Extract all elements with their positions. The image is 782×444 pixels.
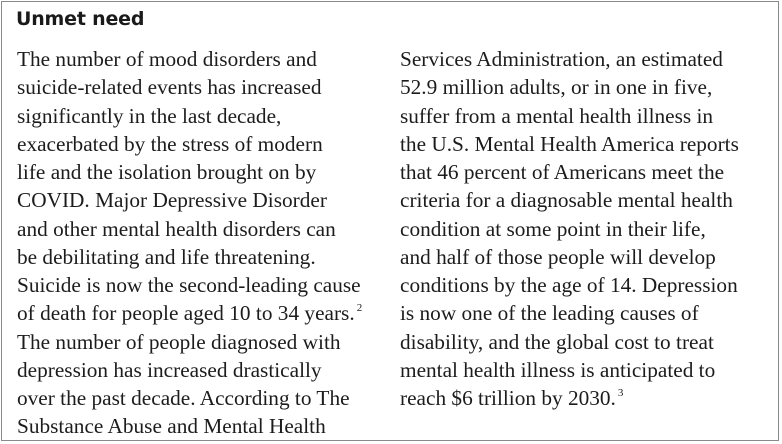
text-line: Substance Abuse and Mental Health [17, 414, 326, 439]
text-line: conditions by the age of 14. Depression [400, 273, 738, 297]
text-line: the U.S. Mental Health America reports [400, 131, 739, 156]
text-line-with-footnote [400, 384, 739, 412]
text-line: that 46 percent of Americans meet the [400, 160, 725, 184]
text-line: and other mental health disorders can [17, 216, 336, 241]
left-column [17, 45, 362, 441]
text-line: life and the isolation brought on by [17, 160, 317, 184]
text-line: suicide-related events has increased [17, 75, 322, 100]
footnote-marker: 3 [617, 387, 624, 399]
text-line: mental health illness is anticipated to [400, 357, 716, 382]
text-line: and half of those people will develop [400, 244, 716, 269]
text-line: reach $6 trillion by 2030. [400, 386, 616, 410]
text-line: be debilitating and life threatening. [17, 244, 316, 269]
text-line: depression has increased drastically [17, 357, 322, 382]
text-line: COVID. Major Depressive Disorder [17, 188, 327, 213]
text-line: Services Administration, an estimated [400, 47, 723, 71]
text-line: disability, and the global cost to treat [400, 329, 714, 354]
footnote-marker: 2 [356, 302, 363, 315]
text-line: criteria for a diagnosable mental health [400, 188, 733, 213]
text-line: significantly in the last decade, [17, 103, 282, 128]
text-line: condition at some point in their life, [400, 216, 706, 241]
text-line: 52.9 million adults, or in one in five, [400, 75, 713, 100]
text-line: over the past decade. According to The [17, 386, 350, 410]
text-line: exacerbated by the stress of modern [17, 131, 323, 156]
section-heading: Unmet need [16, 8, 145, 30]
text-line: of death for people aged 10 to 34 years. [17, 301, 355, 326]
text-line-with-footnote [17, 299, 362, 327]
info-box [1, 1, 779, 441]
text-line: The number of mood disorders and [17, 47, 317, 71]
text-line: is now one of the leading causes of [400, 301, 699, 326]
right-column [400, 45, 739, 412]
text-line: The number of people diagnosed with [17, 329, 341, 354]
text-line: suffer from a mental health illness in [400, 103, 714, 128]
text-line: Suicide is now the second-leading cause [17, 273, 361, 297]
